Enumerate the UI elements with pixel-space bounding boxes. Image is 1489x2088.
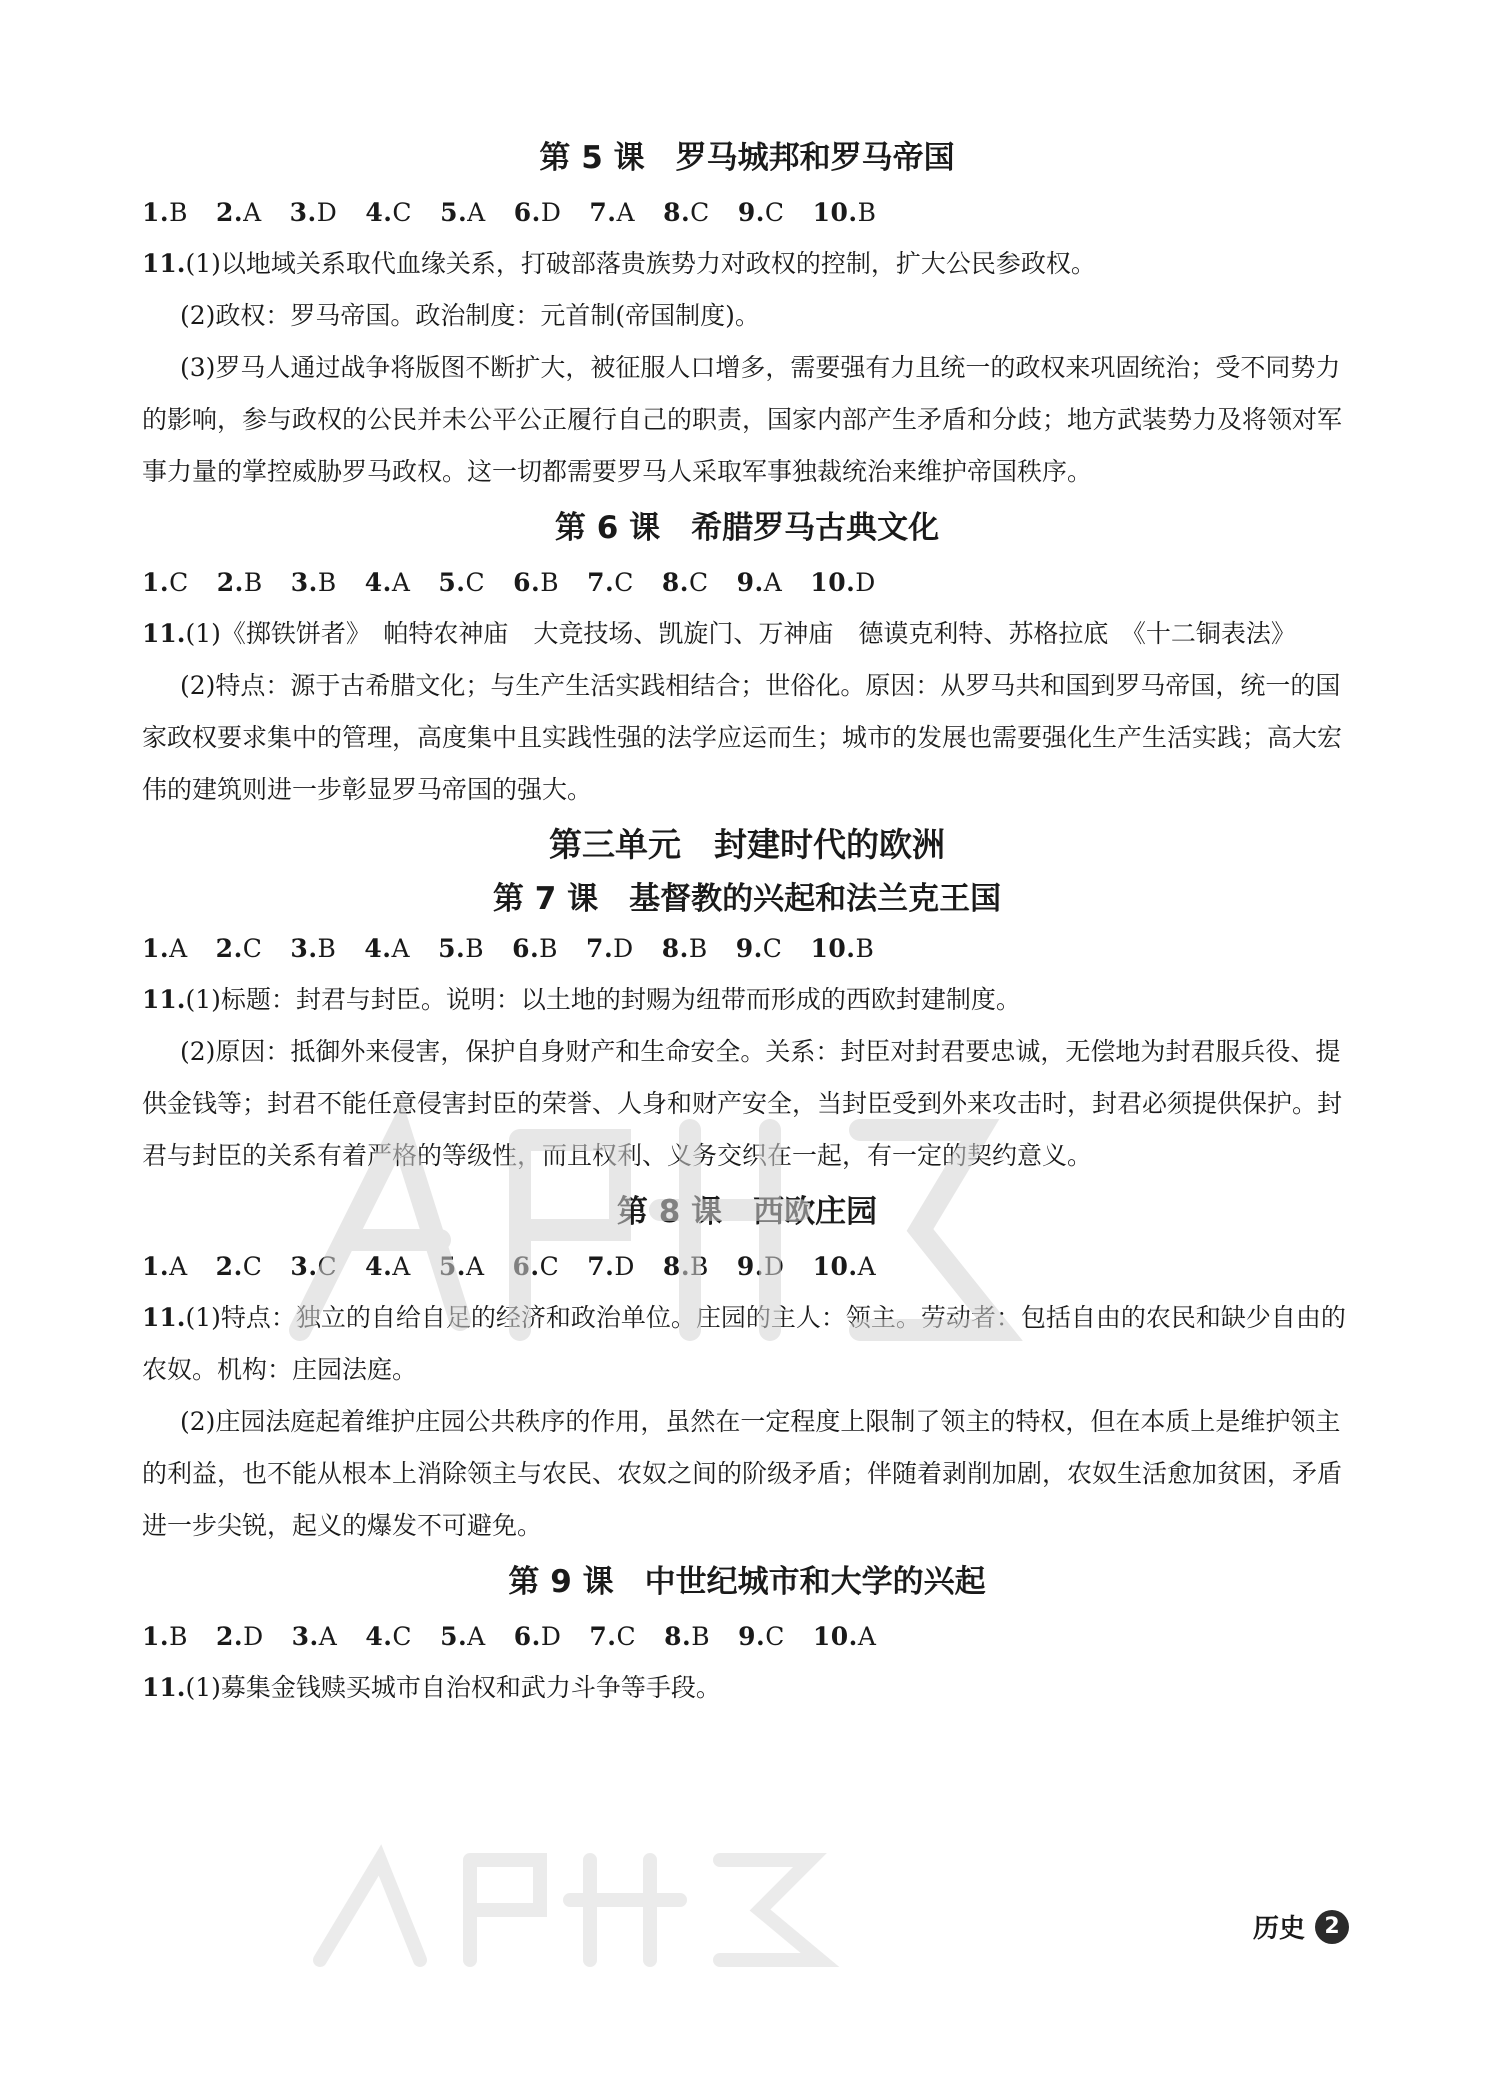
choice-number: 1. [142,1622,170,1651]
lesson-8-choices [142,1242,1352,1292]
choice-number: 7. [586,934,614,963]
choice-number: 10. [812,198,858,227]
choice-letter: A [467,198,486,227]
choice-answer [365,1612,412,1662]
choice-number: 9. [736,568,764,597]
choice-answer [813,1612,877,1662]
watermark-graphic-lower [300,1840,860,1980]
choice-answer [587,1242,635,1292]
choice-letter: B [243,568,263,597]
choice-answer [291,558,337,608]
answer-text: (3)罗马人通过战争将版图不断扩大，被征服人口增多，需要强有力且统一的政权来巩固统治；受不同势力的影响，参与政权的公民并未公平公正履行自己的职责，国家内部产生矛盾和分歧；地方武装势力及将领对军事力量的掌控威胁罗马政权。这一切都需要罗马人采取军事独裁统治来维护帝国秩序。 [142,353,1343,486]
choice-number: 5. [438,1252,466,1281]
unit-3-title: 第三单元 封建时代的欧洲 [549,825,945,864]
choice-number: 8. [664,1622,692,1651]
answer-content [142,128,1352,1714]
choice-number: 2. [215,1252,243,1281]
choice-answer [216,1242,263,1292]
page-number-badge: 2 [1315,1910,1349,1944]
choice-letter: A [169,934,188,963]
choice-answer [587,558,634,608]
question-number: 11. [142,619,186,648]
choice-answer [216,924,263,974]
answer-text: (1)以地域关系取代血缘关系，打破部落贵族势力对政权的控制，扩大公民参政权。 [185,249,1096,278]
choice-number: 10. [812,1622,858,1651]
choice-answer [662,558,709,608]
choice-letter: B [690,1252,709,1281]
choice-answer [737,1242,785,1292]
choice-letter: C [539,1252,560,1281]
question-number: 11. [142,985,186,1014]
choice-answer [216,188,262,238]
choice-answer [513,558,559,608]
choice-number: 7. [589,198,617,227]
choice-number: 9. [735,934,763,963]
choice-number: 6. [513,1622,541,1651]
choice-letter: B [169,198,188,227]
choice-number: 10. [812,1252,858,1281]
choice-answer [738,188,785,238]
choice-number: 6. [513,198,541,227]
choice-answer [810,924,874,974]
choice-letter: D [614,1252,635,1281]
lesson-8-title: 第 8 课 西欧庄园 [616,1194,878,1230]
choice-answer [589,188,635,238]
lesson-9-choices [142,1612,1352,1662]
choice-letter: D [316,198,338,227]
choice-letter: C [317,1252,338,1281]
choice-number: 8. [661,568,689,597]
lesson-6-q11-part2 [142,660,1352,816]
lesson-9-q11 [142,1662,1352,1714]
choice-letter: D [540,1622,562,1651]
choice-answer [813,188,877,238]
choice-answer [365,558,411,608]
choice-number: 5. [440,1622,468,1651]
choice-answer [438,924,484,974]
choice-answer [365,188,412,238]
choice-letter: C [242,934,263,963]
lesson-7-choices [142,924,1352,974]
choice-letter: B [691,1622,711,1651]
choice-answer [589,1612,636,1662]
choice-letter: A [465,1252,485,1281]
choice-answer [142,1242,188,1292]
choice-letter: A [392,1252,411,1281]
lesson-7-q11-part2 [142,1026,1352,1182]
choice-number: 7. [587,1252,615,1281]
choice-number: 4. [364,934,392,963]
choice-answer [738,1612,785,1662]
choice-letter: C [762,934,783,963]
choice-number: 3. [290,934,318,963]
question-number: 11. [142,1303,186,1332]
answer-text: (2)特点：源于古希腊文化；与生产生活实践相结合；世俗化。原因：从罗马共和国到罗马帝国，统一的国家政权要求集中的管理，高度集中且实践性强的法学应运而生；城市的发展也需要强化生产生活实践；高大宏伟的建筑则进一步彰显罗马帝国的强大。 [142,671,1343,804]
page-footer [1253,1908,1349,1945]
choice-answer [217,558,263,608]
choice-number: 9. [737,198,765,227]
choice-letter: C [764,198,785,227]
choice-answer [813,1242,877,1292]
choice-number: 10. [810,934,856,963]
choice-answer [142,924,188,974]
choice-answer [440,188,486,238]
answer-text: (1)标题：封君与封臣。说明：以土地的封赐为纽带而形成的西欧封建制度。 [185,985,1021,1014]
choice-letter: C [392,1622,413,1651]
choice-letter: C [688,568,709,597]
choice-answer [586,924,634,974]
choice-letter: B [539,934,559,963]
choice-letter: C [169,568,189,597]
choice-letter: B [317,934,337,963]
choice-letter: C [392,198,413,227]
choice-number: 2. [216,568,244,597]
lesson-5-title: 第 5 课 罗马城邦和罗马帝国 [539,140,955,176]
lesson-7-title: 第 7 课 基督教的兴起和法兰克王国 [492,881,1002,917]
choice-number: 6. [512,934,540,963]
choice-number: 4. [365,198,393,227]
choice-answer [440,1612,486,1662]
choice-letter: C [242,1252,263,1281]
answer-text: (1)特点：独立的自给自足的经济和政治单位。庄园的主人：领主。劳动者：包括自由的农民和缺少自由的农奴。机构：庄园法庭。 [142,1303,1346,1384]
choice-answer [216,1612,264,1662]
choice-number: 2. [215,198,244,227]
choice-letter: A [169,1252,188,1281]
choice-answer [663,188,710,238]
choice-number: 1. [142,1252,170,1281]
choice-letter: B [540,568,560,597]
choice-letter: C [465,568,486,597]
choice-number: 10. [810,568,856,597]
lesson-5-choices [142,188,1352,238]
choice-number: 3. [290,1252,318,1281]
answer-text: (1)募集金钱赎买城市自治权和武力斗争等手段。 [185,1673,721,1702]
choice-letter: D [613,934,634,963]
choice-letter: C [690,198,710,227]
choice-number: 5. [438,934,466,963]
choice-letter: A [391,568,411,597]
choice-number: 1. [142,934,170,963]
choice-letter: D [764,1252,785,1281]
choice-number: 9. [738,1622,766,1651]
choice-letter: A [391,934,411,963]
choice-answer [290,924,336,974]
choice-number: 8. [663,198,691,227]
choice-answer [664,1612,710,1662]
lesson-6-title: 第 6 课 希腊罗马古典文化 [554,510,940,546]
choice-letter: D [540,198,562,227]
lesson-8-q11 [142,1292,1352,1396]
choice-letter: B [465,934,485,963]
lesson-9-title: 第 9 课 中世纪城市和大学的兴起 [508,1564,986,1600]
choice-answer [365,1242,411,1292]
question-number: 11. [142,1673,186,1702]
choice-answer [514,188,562,238]
choice-answer [142,558,189,608]
choice-letter: A [318,1622,338,1651]
choice-answer [810,558,876,608]
choice-number: 5. [438,568,466,597]
choice-number: 7. [587,568,615,597]
choice-answer [364,924,410,974]
choice-letter: B [317,568,337,597]
choice-number: 6. [513,568,541,597]
choice-number: 1. [142,568,170,597]
lesson-6-q11 [142,608,1352,660]
choice-answer [142,188,188,238]
choice-letter: A [857,1622,877,1651]
choice-number: 3. [291,1622,319,1651]
choice-letter: B [855,934,875,963]
lesson-5-q11-part3 [142,342,1352,498]
choice-letter: D [243,1622,264,1651]
choice-answer [512,924,558,974]
choice-answer [439,1242,485,1292]
choice-number: 9. [736,1252,765,1281]
choice-letter: A [763,568,783,597]
choice-letter: A [616,198,636,227]
watermark-lower [300,1840,860,1980]
lesson-6-choices [142,558,1352,608]
answer-text: (2)庄园法庭起着维护庄园公共秩序的作用，虽然在一定程度上限制了领主的特权，但在本质上是维护领主的利益，也不能从根本上消除领主与农民、农奴之间的阶级矛盾；伴随着剥削加剧，农奴生活愈加贫困，矛盾进一步尖锐，起义的爆发不可避免。 [142,1407,1343,1540]
choice-number: 4. [364,568,392,597]
choice-number: 8. [661,934,689,963]
choice-number: 7. [589,1622,617,1651]
choice-answer [737,558,783,608]
answer-text: (1)《掷铁饼者》 帕特农神庙 大竞技场、凯旋门、万神庙 德谟克利特、苏格拉底 《十二铜表法》 [185,619,1296,648]
choice-letter: B [857,198,877,227]
choice-number: 3. [290,568,318,597]
choice-number: 8. [662,1252,691,1281]
choice-answer [292,1612,338,1662]
choice-letter: A [243,198,262,227]
choice-number: 4. [365,1252,393,1281]
choice-answer [736,924,783,974]
choice-number: 2. [215,934,243,963]
choice-answer [290,188,338,238]
question-number: 11. [142,249,186,278]
lesson-5-q11 [142,238,1352,290]
choice-answer [142,1612,188,1662]
answer-text: (2)原因：抵御外来侵害，保护自身财产和生命安全。关系：封臣对封君要忠诚，无偿地为封君服兵役、提供金钱等；封君不能任意侵害封臣的荣誉、人身和财产安全，当封臣受到外来攻击时，封君必须提供保护。封君与封臣的关系有着严格的等级性，而且权利、义务交织在一起，有一定的契约意义。 [142,1037,1343,1170]
choice-letter: B [688,934,708,963]
choice-number: 5. [440,198,468,227]
choice-answer [290,1242,337,1292]
choice-number: 6. [512,1252,540,1281]
lesson-7-q11 [142,974,1352,1026]
choice-answer [662,924,708,974]
subject-label: 历史 [1252,1914,1305,1944]
choice-letter: C [765,1622,785,1651]
lesson-8-q11-part2 [142,1396,1352,1552]
choice-number: 1. [142,198,170,227]
choice-letter: C [614,568,634,597]
choice-letter: A [467,1622,486,1651]
choice-answer [513,1242,560,1292]
choice-letter: C [616,1622,637,1651]
choice-letter: A [857,1252,877,1281]
choice-number: 4. [365,1622,393,1651]
choice-answer [663,1242,709,1292]
choice-answer [514,1612,562,1662]
choice-letter: D [855,568,876,597]
choice-number: 3. [289,198,317,227]
choice-answer [438,558,485,608]
choice-letter: B [169,1622,188,1651]
choice-number: 2. [215,1622,244,1651]
lesson-5-q11-part2: (2)政权：罗马帝国。政治制度：元首制(帝国制度)。 [180,301,760,330]
